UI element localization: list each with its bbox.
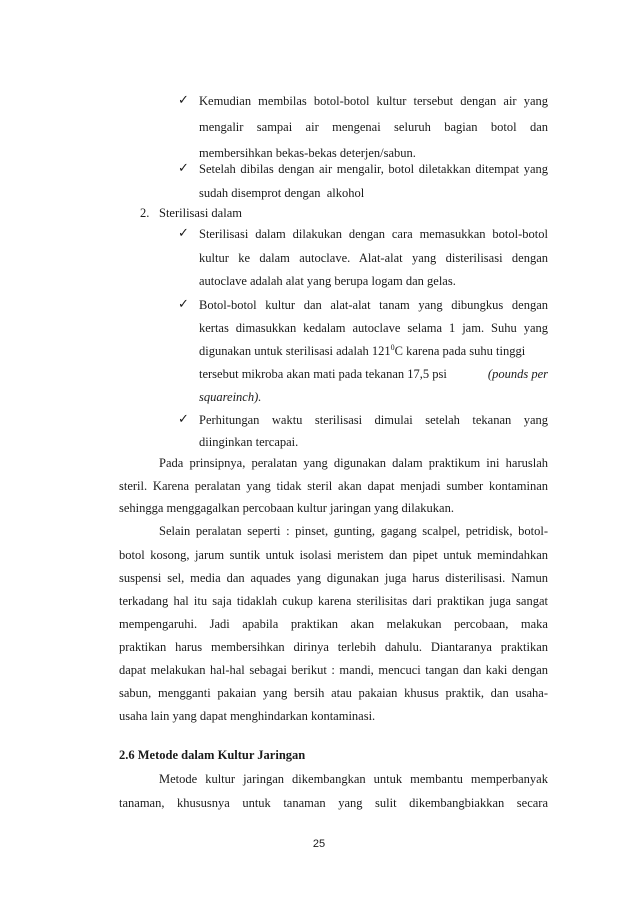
bullet-text-line: kultur ke dalam autoclave. Alat-alat yang disterilisasi dengan (199, 251, 548, 265)
paragraph-line: sabun, mengganti pakaian yang bersih atau pakaian khusus praktik, dan usaha- (119, 686, 548, 700)
paragraph-line: botol kosong, jarum suntik untuk isolasi meristem dan pipet untuk memindahkan (119, 548, 548, 562)
section-heading: 2.6 Metode dalam Kultur Jaringan (119, 748, 306, 762)
paragraph-line: steril. Karena peralatan yang tidak steril akan dapat menjadi sumber kontaminan (119, 479, 548, 493)
paragraph-line: terkadang hal itu saja tidaklah cukup karena sterilisitas dari praktikan juga sangat (119, 594, 548, 608)
paragraph-line: Metode kultur jaringan dikembangkan untuk membantu memperbanyak (159, 772, 548, 786)
bullet-text-line (199, 366, 548, 382)
check-icon: ✓ (178, 93, 189, 108)
paragraph-line: usaha lain yang dapat menghindarkan kontaminasi. (119, 709, 376, 723)
check-icon: ✓ (178, 161, 189, 176)
bullet-text-line: Kemudian membilas botol-botol kultur tersebut dengan air yang (199, 94, 548, 108)
bullet-text-line: Setelah dibilas dengan air mengalir, botol diletakkan ditempat yang (199, 162, 548, 176)
bullet-text-line: Sterilisasi dalam dilakukan dengan cara memasukkan botol-botol (199, 227, 548, 241)
page-number: 25 (312, 838, 326, 850)
temperature-text: digunakan untuk sterilisasi adalah $121^0C$ karena pada suhu tinggi (199, 342, 526, 358)
bullet-text-line: sudah disemprot dengan alkohol (199, 186, 365, 200)
bullet-text-line: mengalir sampai air mengenai seluruh bagian botol dan (199, 120, 548, 134)
paragraph-line: sehingga menggagalkan percobaan kultur jaringan yang dilakukan. (119, 501, 454, 515)
pressure-text: tersebut mikroba akan mati pada tekanan 17,5 psi (199, 367, 447, 381)
paragraph-line: Selain peralatan seperti : pinset, gunting, gagang scalpel, petridisk, botol- (159, 524, 548, 538)
bullet-text-line: autoclave adalah alat yang berupa logam dan gelas. (199, 274, 456, 288)
bullet-text-line: Botol-botol kultur dan alat-alat tanam yang dibungkus dengan (199, 298, 548, 312)
paragraph-line: dapat melakukan hal-hal sebagai berikut : mandi, mencuci tangan dan kaki dengan (119, 663, 548, 677)
paragraph-line: Pada prinsipnya, peralatan yang digunakan dalam praktikum ini haruslah (159, 456, 548, 470)
check-icon: ✓ (178, 297, 189, 312)
bullet-text-line (199, 343, 548, 359)
paragraph-line: tanaman, khususnya untuk tanaman yang sulit dikembangbiakkan secara (119, 796, 548, 810)
bullet-text-line: kertas dimasukkan kedalam autoclave selama 1 jam. Suhu yang (199, 321, 548, 335)
paragraph-line: praktikan harus membersihkan dirinya terlebih dahulu. Diantaranya praktikan (119, 640, 548, 654)
list-item-title: Sterilisasi dalam (159, 206, 242, 220)
check-icon: ✓ (178, 412, 189, 427)
bullet-text-line: squareinch). (199, 390, 262, 404)
pressure-unit-italic: (pounds per (487, 367, 548, 381)
bullet-text-line: Perhitungan waktu sterilisasi dimulai setelah tekanan yang (199, 413, 548, 427)
check-icon: ✓ (178, 226, 189, 241)
degree-superscript: 0 (390, 342, 395, 352)
paragraph-line: mempengaruhi. Jadi apabila praktikan akan melakukan percobaan, maka (119, 617, 548, 631)
paragraph-line: suspensi sel, media dan aquades yang digunakan juga harus disterilisasi. Namun (119, 571, 548, 585)
bullet-text-line: membersihkan bekas-bekas deterjen/sabun. (199, 146, 416, 160)
bullet-text-line: diinginkan tercapai. (199, 435, 299, 449)
list-number: 2. (140, 206, 150, 220)
